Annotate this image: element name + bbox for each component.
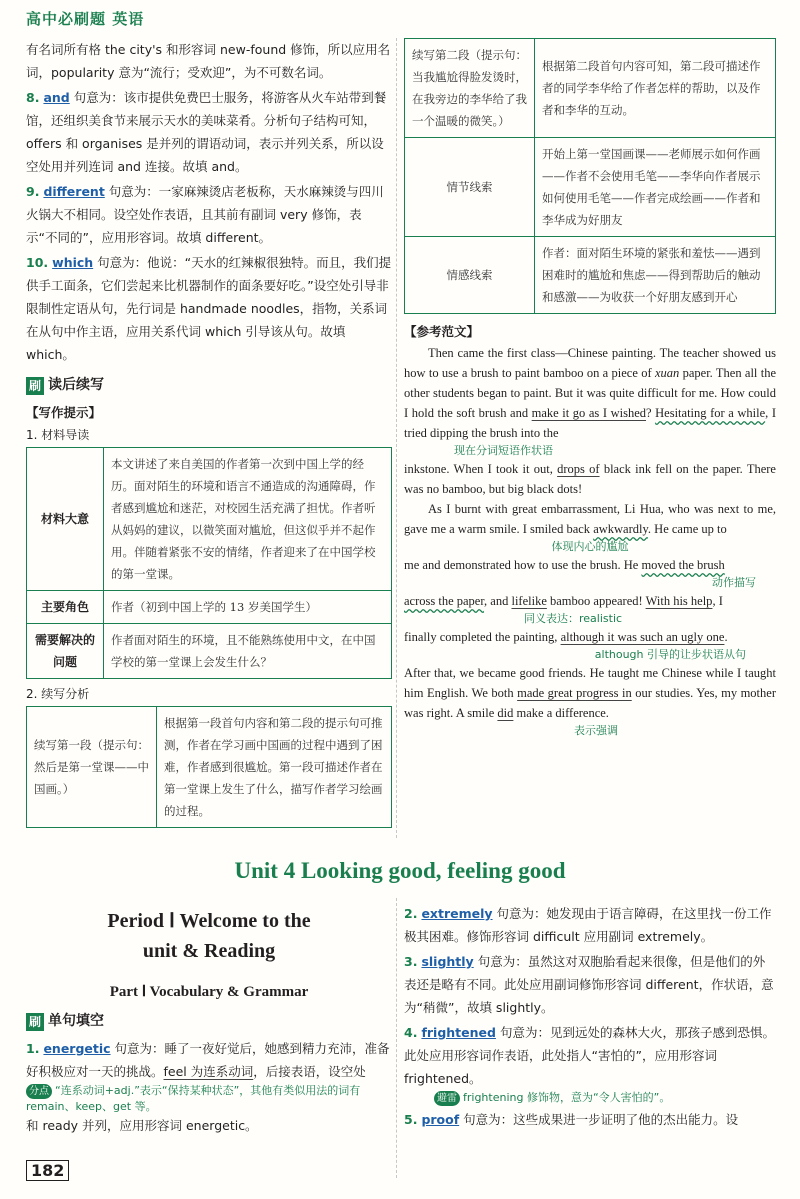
annotation-note: 同义表达：realistic <box>524 612 623 625</box>
essay-text: , and <box>484 594 512 608</box>
analysis-label: 2. 续写分析 <box>26 687 90 701</box>
essay-paragraph-3 <box>404 663 776 723</box>
essay-text: me and demonstrated how to use the brush. He <box>404 558 642 572</box>
unit-title: Unit 4 Looking good, feeling good <box>234 858 566 883</box>
intro-text: 有名词所有格 the city's 和形容词 new-found 修饰，所以应用名词，popularity 意为“流行；受欢迎”，为不可数名词。 <box>26 42 391 80</box>
essay-text: As I burnt with great embarrassment, Li Hua, who was next to me, gave me a warm smile. I smiled back <box>404 502 776 536</box>
section-badge: 刷 <box>26 377 44 395</box>
table-cell: 根据第二段首句内容可知，第二段可描述作者的同学李华给了作者怎样的帮助，以及作者和李华的互动。 <box>535 39 776 138</box>
essay-underline: With his help <box>645 594 713 608</box>
tip-note <box>404 1090 776 1106</box>
material-guide-label: 1. 材料导读 <box>26 428 90 442</box>
essay-text: ? <box>646 406 656 420</box>
tip-text: frightening 修饰物，意为“令人害怕的”。 <box>463 1091 671 1104</box>
vocab-left-column <box>26 1010 392 1137</box>
essay-text: . <box>724 630 728 644</box>
analysis-table-left <box>26 706 392 828</box>
vocab-right-column <box>404 900 776 1131</box>
tip-text: “连系动词+adj.”表示“保持某种状态”，其他有类似用法的词有 remain、keep、get 等。 <box>26 1084 361 1113</box>
table-row <box>27 591 392 624</box>
essay-text: inkstone. When I took it out, <box>404 462 558 476</box>
item-explanation: 句意为：该市提供免费巴士服务，将游客从火车站带到餐馆，还组织美食节来展示天水的美味菜肴。分析句子结构可知，offers 和 organises 是并列的谓语动词，表示并列关系，所以设空处用并列连词 and 连接。故填 and。 <box>26 90 387 174</box>
table-head: 需要解决的问题 <box>27 624 104 679</box>
period-title-line2: unit & Reading <box>142 940 276 962</box>
table-label: 续写第二段（提示句：当我尴尬得脸发烫时，在我旁边的李华给了我一个温暖的微笑。） <box>405 39 535 138</box>
column-divider <box>396 38 398 838</box>
table-cell: 本文讲述了来自美国的作者第一次到中国上学的经历。面对陌生的环境和语言不通造成的沟通障碍，作者感到尴尬和迷茫，对校园生活充满了担忧。作者听从妈妈的建议，以微笑面对尴尬，但这似乎并不起作用。伴随着紧张不安的情绪，作者迎来了在中国学校的第一堂课。 <box>104 448 392 591</box>
analysis-table-right <box>404 38 776 314</box>
essay-paragraph-2-cont3 <box>404 627 776 647</box>
page-number: 182 <box>26 1160 69 1181</box>
item-explanation: 句意为：虽然这对双胞胎看起来很像，但是他们的外表还是略有不同。此处应用副词修饰形容词 different，作状语，意为“稍微”，故填 slightly。 <box>404 954 774 1015</box>
essay-highlight: across the paper <box>404 594 485 608</box>
table-row <box>27 624 392 679</box>
section-heading-read-continue <box>26 374 392 397</box>
item-number: 8. <box>26 90 40 105</box>
material-table <box>26 447 392 679</box>
essay-text: black ink fell on the paper. There was no bamboo, but big black dots! <box>404 462 776 496</box>
essay-text-italic: xuan <box>654 366 680 380</box>
answer-item-8 <box>26 86 392 178</box>
item-explanation: 句意为：见到远处的森林大火，那孩子感到恐惧。此处应用形容词作表语，此处指人“害怕的”，应用形容词 frightened。 <box>404 1025 775 1086</box>
essay-underline: made great progress in <box>517 686 632 700</box>
item-number: 3. <box>404 954 418 969</box>
essay-underline: drops of <box>557 462 600 476</box>
section-badge: 刷 <box>26 1013 44 1031</box>
table-row <box>27 707 392 828</box>
table-row <box>405 39 776 138</box>
period-title-line1: Period Ⅰ Welcome to the <box>107 910 311 932</box>
essay-text: finally completed the painting, <box>404 630 561 644</box>
item-answer: proof <box>421 1112 460 1127</box>
table-row <box>27 448 392 591</box>
answer-item-10 <box>26 251 392 366</box>
item-number: 9. <box>26 184 40 199</box>
item-explanation: 句意为：一家麻辣烫店老板称，天水麻辣烫与四川火锅大不相同。设空处作表语，且其前有副词 very 修饰，表示“不同的”，应用形容词。故填 different。 <box>26 184 384 245</box>
section-title: 读后续写 <box>48 377 105 393</box>
answer-item-5 <box>404 1108 776 1131</box>
essay-paragraph-2-cont <box>404 555 776 575</box>
table-cell: 根据第一段首句内容和第二段的提示句可推测，作者在学习画中国画的过程中遇到了困难，作者感到很尴尬。第一段可描述作者在第一堂课上发生了什么，描写作者学习绘画的过程。 <box>157 707 392 828</box>
item-answer: extremely <box>421 906 493 921</box>
item-answer: different <box>43 184 105 199</box>
annotation-note: 体现内心的尴尬 <box>551 540 629 553</box>
table-label: 情节线索 <box>405 138 535 237</box>
table-cell: 作者面对陌生的环境，且不能熟练使用中文，在中国学校的第一堂课上会发生什么？ <box>104 624 392 679</box>
column-divider <box>396 898 398 1178</box>
table-cell: 作者：面对陌生环境的紧张和羞怯——遇到困难时的尴尬和焦虑——得到帮助后的触动和感激——为收获一个好朋友感到开心 <box>535 237 776 314</box>
essay-underline: lifelike <box>511 594 547 608</box>
item-explanation: 句意为：他说：“天水的红辣椒很独特。而且，我们提供手工面条，它们尝起来比机器制作的面条要好吃。”设空处引导非限制性定语从句，先行词是 handmade noodles，指物，关系词在从句中作主语，应用关系代词 which 引导该从句。故填 which。 <box>26 255 392 362</box>
essay-text: , I <box>712 594 723 608</box>
answer-item-4 <box>404 1021 776 1090</box>
table-label: 续写第一段（提示句：然后是第一堂课——中国画。） <box>27 707 157 828</box>
item-number: 2. <box>404 906 418 921</box>
essay-text: our studies. Yes, my mother was right. A smile <box>404 686 776 720</box>
item-explanation: 句意为：她发现由于语言障碍，在这里找一份工作极其困难。修饰形容词 difficult 应用副词 extremely。 <box>404 906 772 944</box>
model-essay <box>404 343 776 739</box>
item-answer: which <box>52 255 94 270</box>
essay-highlight: awkwardly <box>593 522 648 536</box>
item-explanation: ，后接表语，设空处 <box>253 1064 366 1079</box>
item-answer: slightly <box>421 954 474 969</box>
essay-text: bamboo appeared! <box>546 594 646 608</box>
writing-tips-title: 【写作提示】 <box>26 405 102 420</box>
essay-underline: although it was such an ugly one <box>560 630 725 644</box>
essay-text: After that, we became good friends. He taught me Chinese while I taught him English. We both <box>404 666 776 700</box>
item-number: 5. <box>404 1112 418 1127</box>
annotation-note: 动作描写 <box>712 576 756 589</box>
section-heading-fill-blank <box>26 1010 392 1033</box>
period-title <box>26 906 392 966</box>
page-header: 高中必刷题 英语 <box>26 10 145 28</box>
answer-item-3 <box>404 950 776 1019</box>
essay-paragraph-2 <box>404 499 776 539</box>
section-title: 单句填空 <box>48 1013 105 1029</box>
right-column <box>404 38 776 739</box>
item-number: 1. <box>26 1041 40 1056</box>
answer-item-9 <box>26 180 392 249</box>
essay-text: , I tried dipping the brush into the <box>404 406 776 440</box>
essay-text: make a difference. <box>513 706 609 720</box>
item-underline: feel 为连系动词 <box>163 1064 254 1079</box>
model-essay-title: 【参考范文】 <box>404 324 480 339</box>
table-cell: 开始上第一堂国画课——老师展示如何作画——作者不会使用毛笔——李华向作者展示如何使用毛笔——作者完成绘画——作者和李华成为好朋友 <box>535 138 776 237</box>
item-number: 4. <box>404 1025 418 1040</box>
part-title: Part Ⅰ Vocabulary & Grammar <box>109 984 309 1000</box>
essay-paragraph-1 <box>404 343 776 443</box>
essay-highlight: moved the brush <box>641 558 725 572</box>
essay-text: . He came up to <box>647 522 727 536</box>
tip-badge: 分点 <box>26 1084 52 1099</box>
essay-text: Then came the first class—Chinese painting. The teacher showed us how to use a brush to paint bamboo on a piece of <box>404 346 776 380</box>
essay-highlight: Hesitating for a while <box>655 406 766 420</box>
item-answer: frightened <box>421 1025 496 1040</box>
item-explanation: 句意为：睡了一夜好觉后，她感到精力充沛，准备好积极应对一天的挑战。 <box>26 1041 390 1079</box>
answer-item-2 <box>404 902 776 948</box>
essay-paragraph-2-cont2 <box>404 591 776 611</box>
essay-text: paper. Then all the other students began to paint. But it was quite difficult for me. How could I hold the soft brush and <box>404 366 776 420</box>
item-explanation: 句意为：这些成果进一步证明了他的杰出能力。设 <box>463 1112 739 1127</box>
annotation-note: 现在分词短语作状语 <box>454 444 553 457</box>
tip-badge: 避雷 <box>434 1091 460 1106</box>
table-head: 材料大意 <box>27 448 104 591</box>
item-answer: energetic <box>43 1041 111 1056</box>
essay-underline: make it go as I wished <box>531 406 647 420</box>
item-number: 10. <box>26 255 49 270</box>
annotation-note: 表示强调 <box>574 724 618 737</box>
item-answer: and <box>43 90 70 105</box>
answer-item-1 <box>26 1037 392 1083</box>
annotation-note: although 引导的让步状语从句 <box>594 648 746 661</box>
table-row <box>405 237 776 314</box>
table-head: 主要角色 <box>27 591 104 624</box>
essay-paragraph-1-cont <box>404 459 776 499</box>
table-cell: 作者（初到中国上学的 13 岁美国学生） <box>104 591 392 624</box>
essay-underline: did <box>497 706 514 720</box>
table-label: 情感线索 <box>405 237 535 314</box>
tip-note <box>26 1083 392 1114</box>
table-row <box>405 138 776 237</box>
item-explanation-cont: 和 ready 并列，应用形容词 energetic。 <box>26 1118 258 1133</box>
left-column <box>26 38 392 828</box>
